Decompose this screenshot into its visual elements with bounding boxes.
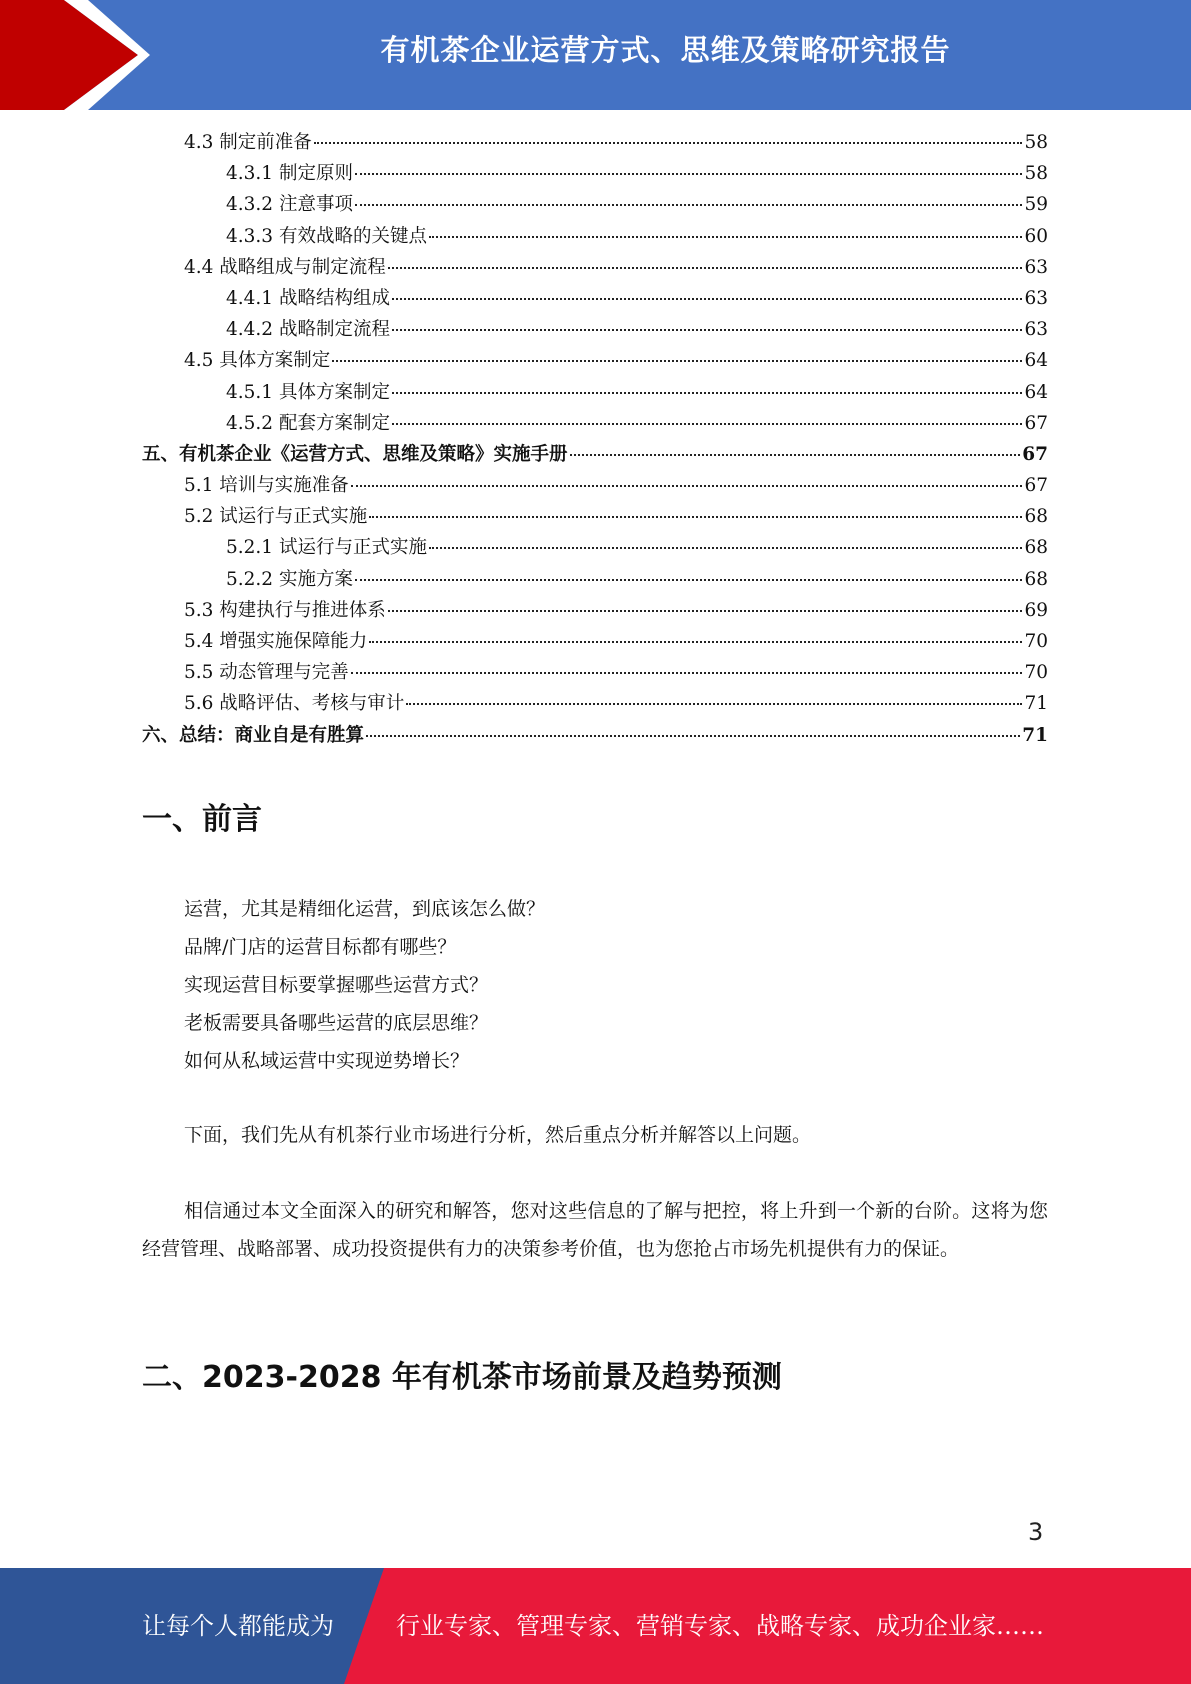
toc-dot-leader [429,547,1022,549]
toc-entry[interactable] [142,721,1048,752]
toc-dot-leader [351,672,1023,674]
toc-dot-leader [392,298,1022,300]
toc-entry-label: 4.4.1 战略结构组成 [226,287,390,309]
toc-entry-page: 68 [1024,506,1048,528]
question-line: 品牌/门店的运营目标都有哪些？ [184,936,457,958]
toc-entry[interactable] [142,128,1048,159]
toc-entry[interactable] [142,253,1048,284]
toc-entry-label: 4.4.2 战略制定流程 [226,319,390,341]
toc-entry[interactable] [142,658,1048,689]
toc-entry-page: 67 [1022,443,1048,465]
toc-entry[interactable] [142,627,1048,658]
toc-dot-leader [355,204,1023,206]
section-heading-preface: 一、前言 [142,802,262,837]
toc-entry[interactable] [142,378,1048,409]
toc-entry[interactable] [142,440,1048,471]
toc-entry-label: 5.6 战略评估、考核与审计 [184,693,405,715]
toc-dot-leader [570,454,1021,456]
toc-entry-label: 六、总结：商业自是有胜算 [142,724,365,746]
section-heading-market-forecast: 二、2023-2028 年有机茶市场前景及趋势预测 [142,1360,782,1395]
toc-entry-page: 58 [1024,163,1048,185]
toc-entry[interactable] [142,596,1048,627]
toc-dot-leader [369,516,1022,518]
toc-entry-label: 5.2.2 实施方案 [226,568,353,590]
intro-paragraph: 下面，我们先从有机茶行业市场进行分析，然后重点分析并解答以上问题。 [184,1124,812,1146]
toc-entry-page: 58 [1024,132,1048,153]
toc-dot-leader [332,360,1022,362]
toc-entry-page: 63 [1024,287,1048,309]
page-number: 3 [1028,1518,1044,1546]
toc-entry-page: 67 [1024,412,1048,434]
toc-dot-leader [392,392,1022,394]
toc-entry[interactable] [142,159,1048,190]
toc-entry[interactable] [142,284,1048,315]
toc-entry-page: 69 [1024,599,1048,621]
table-of-contents [142,128,1048,752]
toc-entry-page: 67 [1024,475,1048,497]
toc-entry-label: 4.5 具体方案制定 [184,350,331,372]
toc-entry-label: 4.3 制定前准备 [184,132,312,153]
toc-entry-page: 68 [1024,568,1048,590]
toc-dot-leader [366,735,1020,737]
toc-entry-label: 4.5.2 配套方案制定 [226,412,390,434]
header-title: 有机茶企业运营方式、思维及策略研究报告 [380,33,951,67]
toc-entry-page: 71 [1022,724,1048,746]
value-paragraph: 相信通过本文全面深入的研究和解答，您对这些信息的了解与把控，将上升到一个新的台阶。这将为您经营管理、战略部署、成功投资提供有力的决策参考价值，也为您抢占市场先机提供有力的保证。 [142,1200,1048,1260]
toc-entry[interactable] [142,222,1048,253]
toc-entry-label: 5.4 增强实施保障能力 [184,631,368,652]
question-line: 实现运营目标要掌握哪些运营方式？ [184,974,489,996]
toc-dot-leader [314,142,1023,144]
toc-entry-label: 4.3.2 注意事项 [226,194,353,216]
toc-entry-page: 60 [1024,225,1048,247]
toc-dot-leader [388,610,1023,612]
toc-entry-page: 59 [1024,194,1048,216]
toc-entry-label: 5.5 动态管理与完善 [184,662,349,684]
toc-entry-page: 70 [1024,662,1048,684]
footer-slogan-right: 行业专家、管理专家、营销专家、战略专家、成功企业家…… [396,1612,1044,1640]
toc-entry-label: 5.2 试运行与正式实施 [184,506,368,528]
toc-dot-leader [406,703,1022,705]
toc-dot-leader [388,267,1023,269]
toc-dot-leader [351,485,1023,487]
toc-entry[interactable] [142,315,1048,346]
toc-entry-label: 4.3.3 有效战略的关键点 [226,225,427,247]
toc-entry[interactable] [142,190,1048,221]
question-line: 如何从私域运营中实现逆势增长？ [184,1050,470,1072]
toc-entry-label: 五、有机茶企业《运营方式、思维及策略》实施手册 [142,443,568,465]
toc-entry-label: 5.2.1 试运行与正式实施 [226,537,427,559]
toc-entry-page: 71 [1024,693,1048,715]
toc-entry-page: 64 [1024,350,1048,372]
toc-dot-leader [369,641,1022,643]
toc-entry-page: 70 [1024,631,1048,652]
toc-entry[interactable] [142,533,1048,564]
toc-dot-leader [429,236,1022,238]
question-line: 运营，尤其是精细化运营，到底该怎么做？ [184,898,546,920]
toc-dot-leader [392,329,1022,331]
toc-entry-label: 5.3 构建执行与推进体系 [184,599,386,621]
toc-entry[interactable] [142,471,1048,502]
toc-dot-leader [355,579,1023,581]
footer-slogan-left: 让每个人都能成为 [142,1612,334,1640]
toc-entry[interactable] [142,502,1048,533]
toc-entry-label: 5.1 培训与实施准备 [184,475,349,497]
toc-entry-page: 68 [1024,537,1048,559]
page-footer [0,1568,1191,1684]
toc-entry-page: 64 [1024,381,1048,403]
toc-entry[interactable] [142,689,1048,720]
toc-entry-page: 63 [1024,319,1048,341]
toc-dot-leader [355,173,1023,175]
toc-entry[interactable] [142,409,1048,440]
toc-entry[interactable] [142,565,1048,596]
toc-entry-label: 4.3.1 制定原则 [226,163,353,185]
toc-dot-leader [392,423,1022,425]
toc-entry-label: 4.5.1 具体方案制定 [226,381,390,403]
toc-entry-label: 4.4 战略组成与制定流程 [184,256,386,278]
page-header [0,0,1191,110]
toc-entry-page: 63 [1024,256,1048,278]
toc-entry[interactable] [142,346,1048,377]
question-line: 老板需要具备哪些运营的底层思维？ [184,1012,489,1034]
